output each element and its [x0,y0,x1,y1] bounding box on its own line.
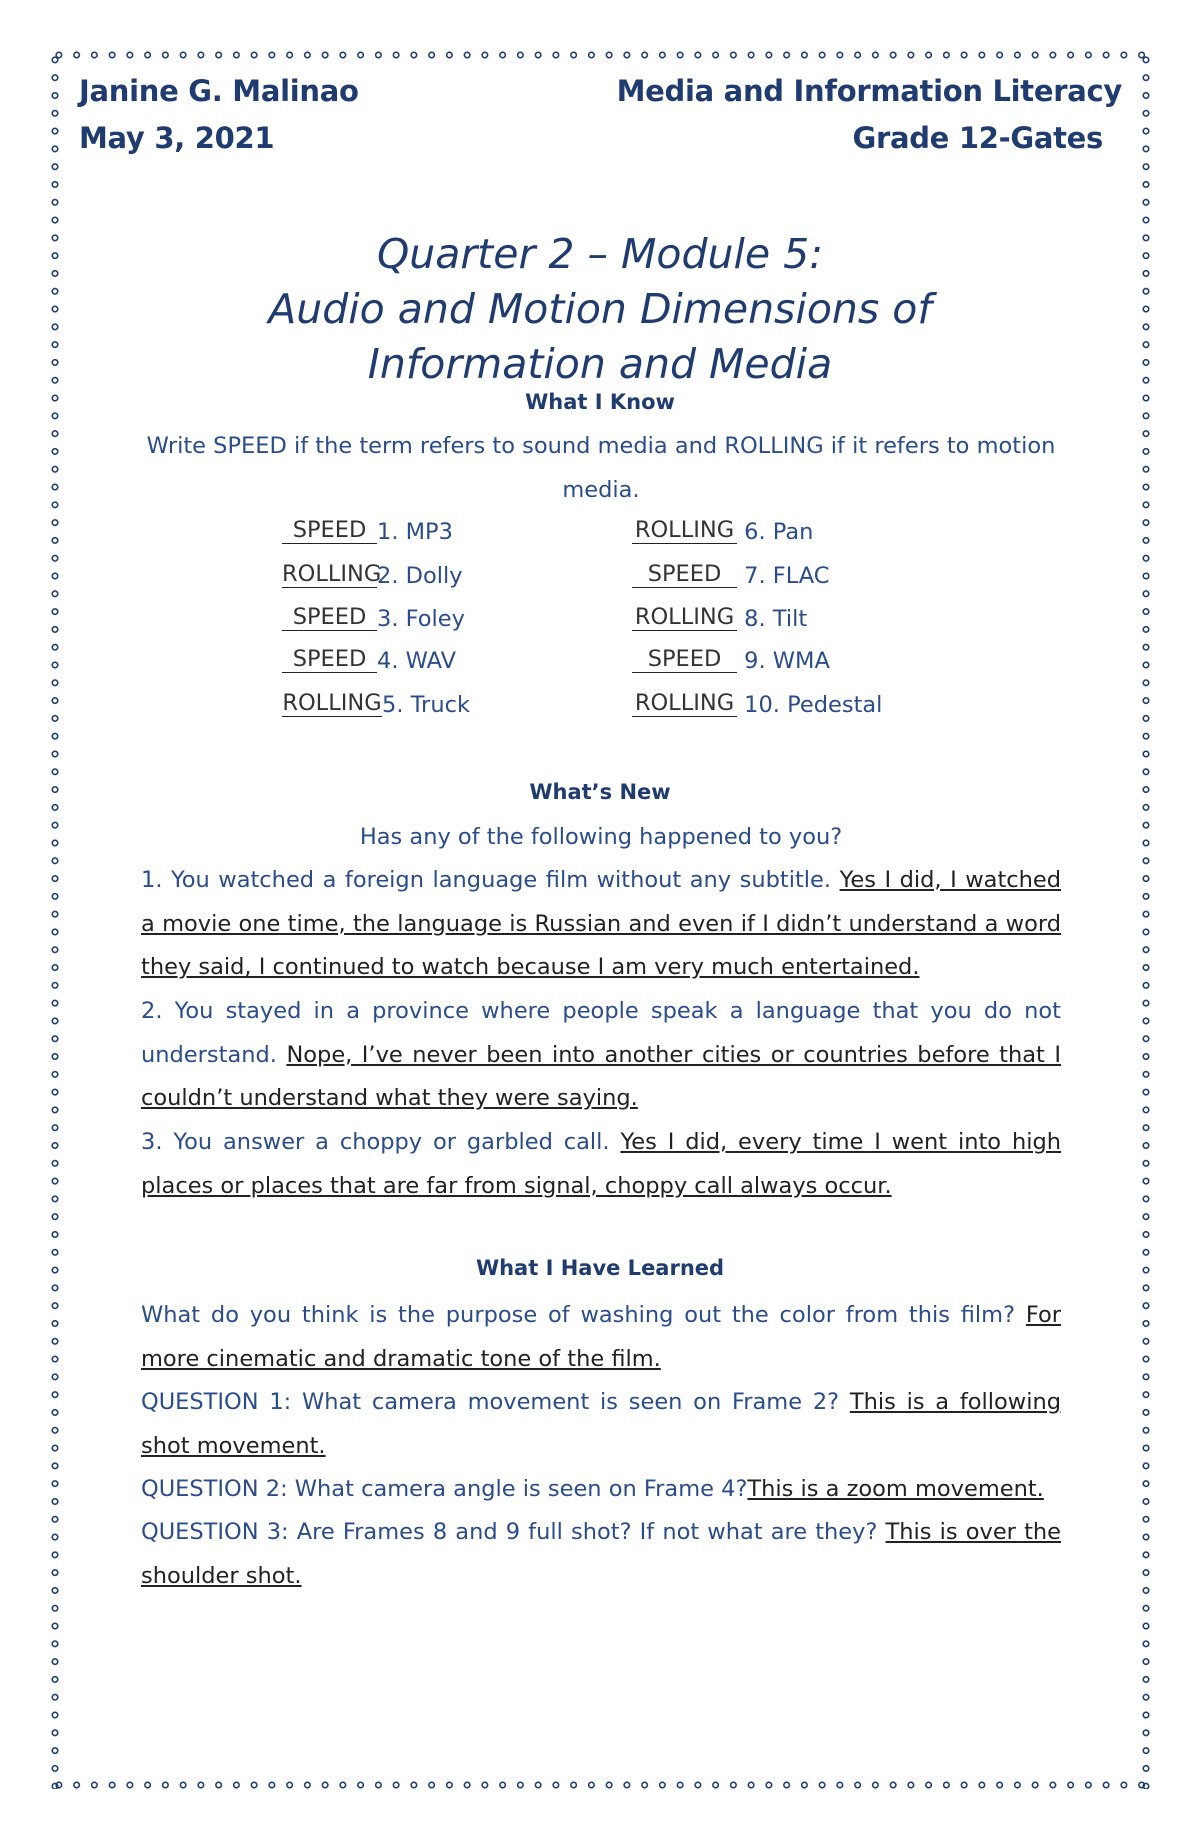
quiz-item-1 [282,517,453,547]
item-term: Pedestal [787,692,883,718]
quiz-item-5 [282,690,470,720]
question-text: QUESTION 1: What camera movement is seen on Frame 2? [141,1389,840,1415]
item-term: Truck [410,692,470,718]
answer-blank: SPEED [282,517,377,544]
quiz-item-3 [282,604,465,634]
item-term: Tilt [772,606,808,632]
answer-blank: SPEED [282,646,377,673]
item-term: FLAC [772,563,830,589]
item-term: Pan [772,519,814,545]
whats-new-prompt: Has any of the following happened to you? [359,824,843,850]
submission-date: May 3, 2021 [79,121,275,155]
whats-new-question-3 [141,1121,1061,1208]
subject-name: Media and Information Literacy [616,74,1122,108]
item-term: Dolly [405,563,463,589]
quiz-item-9 [632,646,830,676]
item-number: 1. [377,519,399,545]
section-heading-whats-new: What’s New [529,780,671,804]
learned-question-1 [141,1381,1061,1468]
answer-blank: SPEED [632,646,737,673]
question-text: QUESTION 3: Are Frames 8 and 9 full shot? If not what are they? [141,1519,878,1545]
quiz-item-10 [632,690,882,720]
module-title-line-1: Quarter 2 – Module 5: [376,230,824,278]
what-i-know-instruction: Write SPEED if the term refers to sound media and ROLLING if it refers to motion media. [146,433,1056,503]
item-number: 2. [377,563,399,589]
answer-blank: ROLLING [282,690,382,716]
quiz-item-7 [632,561,829,591]
section-heading-what-i-have-learned: What I Have Learned [475,1256,725,1280]
module-title-line-3: Information and Media [367,340,833,388]
answer-blank: ROLLING [282,561,382,587]
item-term: WAV [405,648,456,674]
answer-text: This is over the shoulder shot. [141,1519,1061,1589]
page-border-bottom [50,1781,1150,1789]
module-title-line-2: Audio and Motion Dimensions of [268,285,932,333]
item-number: 7. [744,563,766,589]
item-term: MP3 [405,519,453,545]
student-name: Janine G. Malinao [79,74,359,108]
question-text: What do you think is the purpose of washing out the color from this film? [141,1302,1016,1328]
whats-new-question-2 [141,990,1061,1121]
item-number: 5. [382,692,404,718]
quiz-item-6 [632,517,813,547]
answer-blank: SPEED [282,604,377,631]
answer-text: Yes I did, every time I went into high places or places that are far from signal, choppy call always occur. [141,1129,1062,1199]
answer-blank: ROLLING [632,604,737,631]
answer-blank: ROLLING [632,690,737,717]
item-number: 4. [377,648,399,674]
answer-blank: SPEED [632,561,737,588]
answer-blank: ROLLING [632,517,737,544]
question-text: 2. You stayed in a province where people speak a language that you do not understand. [141,998,1061,1068]
grade-section: Grade 12-Gates [852,121,1103,155]
quiz-item-2 [282,561,463,591]
question-text: 3. You answer a choppy or garbled call. [141,1129,610,1155]
learned-question-0 [141,1294,1061,1381]
answer-text: Yes I did, I watched a movie one time, the language is Russian and even if I didn’t understand a word they said, I continued to watch because I am very much entertained. [141,867,1062,981]
learned-question-3 [141,1511,1061,1598]
section-heading-what-i-know: What I Know [525,390,675,414]
item-number: 3. [377,606,399,632]
quiz-item-8 [632,604,807,634]
learned-question-2 [141,1468,1061,1512]
question-text: QUESTION 2: What camera angle is seen on Frame 4? [141,1476,748,1502]
answer-text: This is a following shot movement. [141,1389,1061,1459]
whats-new-question-1 [141,859,1061,990]
question-text: 1. You watched a foreign language film without any subtitle. [141,867,832,893]
answer-text: This is a zoom movement. [747,1476,1044,1502]
item-number: 9. [744,648,766,674]
item-number: 10. [744,692,780,718]
item-number: 8. [744,606,766,632]
answer-text: For more cinematic and dramatic tone of the film. [141,1302,1061,1372]
item-number: 6. [744,519,766,545]
item-term: WMA [772,648,830,674]
answer-text: Nope, I’ve never been into another cities or countries before that I couldn’t understand what they were saying. [141,1041,1062,1112]
item-term: Foley [405,606,465,632]
page-border-top [50,51,1150,59]
quiz-item-4 [282,646,456,676]
